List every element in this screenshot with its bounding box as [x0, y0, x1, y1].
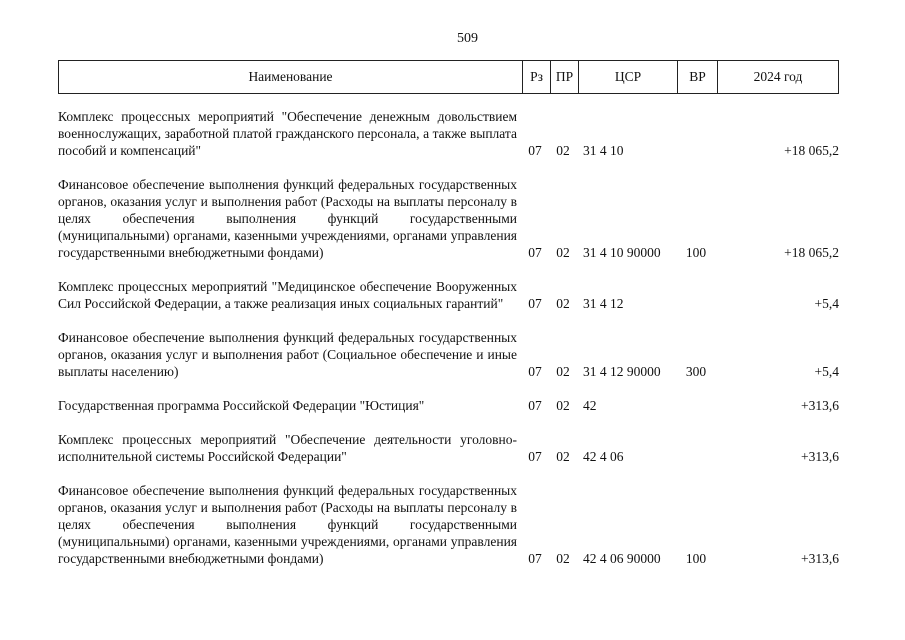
row-value: +313,6 [801, 398, 839, 413]
row-csr: 42 4 06 [583, 449, 624, 464]
row-pr: 02 [556, 364, 570, 379]
table-row [58, 278, 839, 312]
row-pr: 02 [556, 296, 570, 311]
row-name: Комплекс процессных мероприятий "Обеспечение денежным довольствием военнослужащих, заработной платой гражданского персонала, а также выплата пособий и компенсаций" [58, 109, 517, 158]
row-name: Финансовое обеспечение выполнения функций федеральных государственных органов, оказания услуг и выполнения работ (Расходы на выплаты персоналу в целях обеспечения выполнения функций государственными (муниципальными) органами, казенными учреждениями, органами управления государственными внебюджетными фондами) [58, 483, 517, 566]
table-row [58, 431, 839, 465]
row-value: +18 065,2 [784, 245, 839, 260]
page-number: 509 [457, 31, 478, 46]
row-value: +313,6 [801, 551, 839, 566]
row-rz: 07 [528, 245, 542, 260]
row-csr: 31 4 12 90000 [583, 364, 661, 379]
row-pr: 02 [556, 245, 570, 260]
table-row [58, 108, 839, 159]
row-csr: 42 4 06 90000 [583, 551, 661, 566]
row-vr: 300 [685, 364, 707, 379]
row-value: +313,6 [801, 449, 839, 464]
row-name: Комплекс процессных мероприятий "Медицинское обеспечение Вооруженных Сил Российской Федерации, а также реализация иных социальных гарантий" [58, 279, 517, 311]
header-rz: Рз [522, 61, 550, 93]
row-vr: 100 [685, 245, 707, 260]
header-vr: ВР [677, 61, 717, 93]
row-rz: 07 [528, 449, 542, 464]
row-pr: 02 [556, 551, 570, 566]
row-csr: 31 4 10 90000 [583, 245, 661, 260]
table-body [58, 108, 839, 584]
row-name: Комплекс процессных мероприятий "Обеспечение деятельности уголовно-исполнительной системы Российской Федерации" [58, 432, 517, 464]
header-name: Наименование [248, 69, 333, 84]
row-name: Государственная программа Российской Федерации "Юстиция" [58, 398, 425, 413]
row-value: +18 065,2 [784, 143, 839, 158]
row-rz: 07 [528, 364, 542, 379]
header-csr: ЦСР [578, 61, 677, 93]
row-rz: 07 [528, 296, 542, 311]
table-row [58, 397, 839, 414]
table-row [58, 176, 839, 261]
header-year: 2024 год [717, 61, 838, 93]
row-value: +5,4 [814, 364, 839, 379]
table-header [58, 60, 839, 94]
row-value: +5,4 [814, 296, 839, 311]
row-csr: 42 [583, 398, 597, 413]
row-rz: 07 [528, 143, 542, 158]
row-pr: 02 [556, 143, 570, 158]
row-pr: 02 [556, 449, 570, 464]
row-csr: 31 4 12 [583, 296, 624, 311]
row-name: Финансовое обеспечение выполнения функций федеральных государственных органов, оказания услуг и выполнения работ (Расходы на выплаты персоналу в целях обеспечения выполнения функций государственными (муниципальными) органами, казенными учреждениями, органами управления государственными внебюджетными фондами) [58, 177, 517, 260]
row-name: Финансовое обеспечение выполнения функций федеральных государственных органов, оказания услуг и выполнения работ (Социальное обеспечение и иные выплаты населению) [58, 330, 517, 379]
row-vr: 100 [685, 551, 707, 566]
row-csr: 31 4 10 [583, 143, 624, 158]
row-rz: 07 [528, 398, 542, 413]
row-pr: 02 [556, 398, 570, 413]
header-pr: ПР [550, 61, 578, 93]
table-row [58, 329, 839, 380]
table-row [58, 482, 839, 567]
row-rz: 07 [528, 551, 542, 566]
